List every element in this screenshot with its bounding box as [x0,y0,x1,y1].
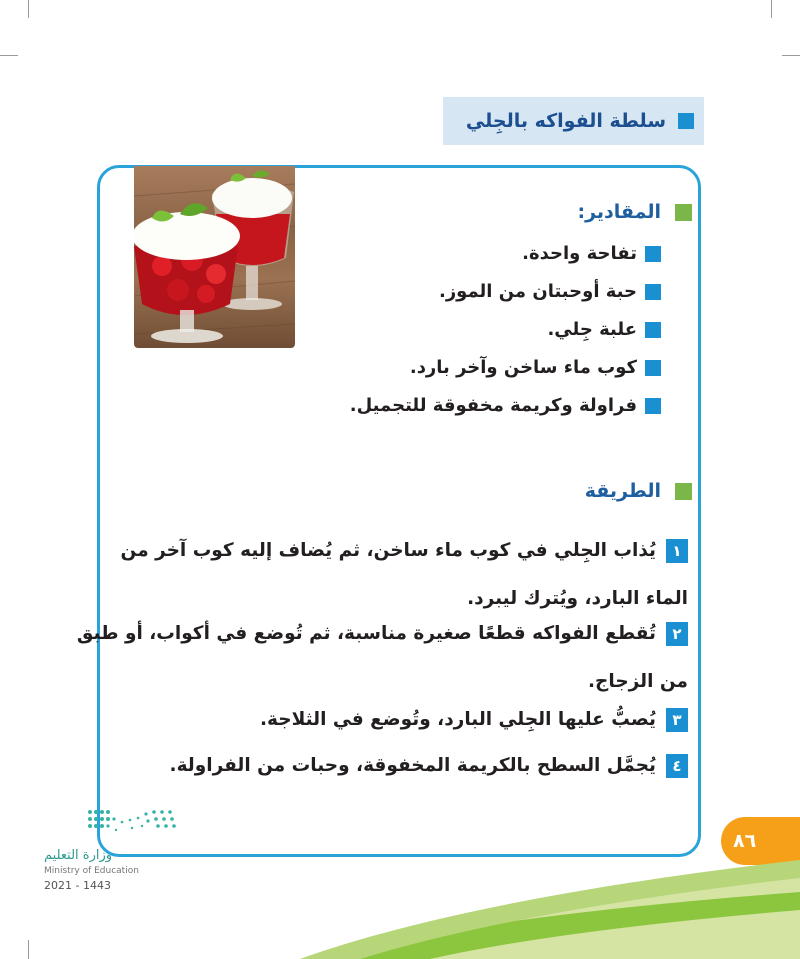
step-number-badge: ٣ [666,708,688,732]
ingredients-heading: المقادير: [577,201,661,223]
ingredients-heading-row [578,201,693,223]
crop-mark [0,55,18,56]
jelly-dessert-photo [134,166,295,348]
title-square-icon [678,113,694,129]
method-heading-row [585,480,692,502]
bullet-square-icon [645,322,661,338]
ingredient-text: تفاحة واحدة. [522,243,637,264]
bullet-square-icon [645,360,661,376]
crop-mark [771,0,772,18]
method-step [121,527,688,623]
ministry-name-en: Ministry of Education [44,866,139,876]
jelly-cups-image [134,166,295,348]
bullet-square-icon [645,284,661,300]
step-text: يُجمَّل السطح بالكريمة المخفوقة، وحبات من الفراولة. [169,755,656,776]
method-step [260,696,688,744]
method-step [170,742,688,790]
ingredient-item [350,395,661,416]
ingredient-text: حبة أوحبتان من الموز. [438,281,637,302]
step-text: من الزجاج. [588,671,688,692]
step-number-badge: ٢ [666,622,688,646]
ministry-logo-icon [86,808,182,838]
ingredient-text: كوب ماء ساخن وآخر بارد. [409,357,637,378]
page-number: ٨٦ [733,830,757,852]
step-text: تُقطع الفواكه قطعًا صغيرة مناسبة، ثم تُوضع في أكواب، أو طبق [76,623,656,644]
edition-year: 2021 - 1443 [44,879,111,892]
crop-mark [28,0,29,18]
ingredient-item [547,319,661,340]
step-number-badge: ١ [666,539,688,563]
step-text: يُصبُّ عليها الجِلي البارد، وتُوضع في الثلاجة. [259,709,656,730]
page-title: سلطة الفواكه بالجِلي [465,110,666,132]
method-step [77,610,688,706]
bullet-square-icon [645,246,661,262]
title-bar [443,97,704,145]
ministry-name-ar: وزارة التعليم [44,848,113,863]
decorative-wave-graphic [0,850,800,959]
section-square-icon [675,483,692,500]
ingredient-text: علبة جِلي. [547,319,637,340]
ingredient-item [522,243,661,264]
crop-mark [782,55,800,56]
step-number-badge: ٤ [666,754,688,778]
ingredient-text: فراولة وكريمة مخفوقة للتجميل. [349,395,637,416]
method-heading: الطريقة [584,480,661,502]
ingredient-item [410,357,661,378]
step-text: يُذاب الجِلي في كوب ماء ساخن، ثم يُضاف إليه كوب آخر من [120,540,656,561]
bullet-square-icon [645,398,661,414]
ingredient-item [439,281,661,302]
step-text: الماء البارد، ويُترك ليبرد. [467,588,688,609]
section-square-icon [675,204,692,221]
